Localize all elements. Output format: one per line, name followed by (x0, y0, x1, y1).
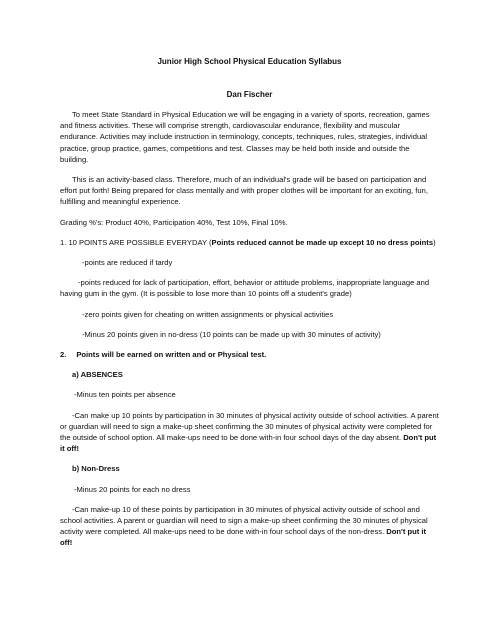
document-title: Junior High School Physical Education Syllabus (157, 57, 342, 66)
author-name: Dan Fischer (226, 90, 273, 99)
absences-minus: -Minus ten points per absence (74, 390, 176, 400)
lack-rule: -points reduced for lack of participation, effort, behavior or attitude problems, inappropriate language and having gum in the gym. (It is possible to lose more than 10 points off a student's grade) (60, 278, 430, 299)
activity-paragraph: This is an activity-based class. Therefore, much of an individual's grade will be based on participation and effort put forth! Being prepared for class mentally and with proper clothes will be important for an exciting, fun, fulfilling and meaningful experience. (60, 175, 428, 207)
item-2-text: Points will be earned on written and or Physical test. (76, 350, 267, 360)
absences-text: -Can make up 10 points by participation in 30 minutes of physical activity outside of school activities. A parent or guardian will need to sign a make-up sheet confirming the 30 minutes of physical activity were completed for the outside of school option. All make-ups need to be done with-in four school days of the day absent. (60, 410, 439, 443)
nondress-paragraph (60, 504, 439, 549)
nondress-heading: b) Non-Dress (72, 464, 120, 474)
nodress-rule: -Minus 20 points given in no-dress (10 points can be made up with 30 minutes of activity) (82, 329, 381, 339)
item-1 (60, 237, 439, 248)
nondress-text: -Can make-up 10 of these points by participation in 30 minutes of physical activity outside of school and school activities. A parent or guardian will need to sign a make-up sheet confirming the 30 minutes of physical activity were completed. All make-ups need to be done with-in four school days of the non-dress. (60, 504, 428, 537)
absences-emphasis: Don't put it off! (60, 433, 437, 454)
absences-heading: a) ABSENCES (72, 370, 123, 380)
item-2-number: 2. (60, 350, 67, 360)
absences-paragraph (60, 410, 439, 455)
intro-paragraph: To meet State Standard in Physical Education we will be engaging in a variety of sports, recreation, games and fitness activities. These will comprise strength, cardiovascular endurance, flexibility and muscular endurance. Activities may include instruction in terminology, concepts, techniques, rules, strategies, individual practice, group practice, games, competitions and test. Classes may be held both inside and outside the building. (60, 110, 430, 164)
tardy-rule: -points are reduced if tardy (82, 258, 173, 268)
item-1-prefix: 1. 10 POINTS ARE POSSIBLE EVERYDAY ( (60, 237, 212, 247)
item-1-bold: Points reduced cannot be made up except 10 no dress points (211, 237, 434, 247)
cheating-rule: -zero points given for cheating on written assignments or physical activities (82, 309, 334, 319)
item-2 (60, 349, 439, 360)
item-1-suffix: ) (433, 237, 436, 247)
nondress-minus: -Minus 20 points for each no dress (74, 484, 191, 494)
grading-line: Grading %'s: Product 40%, Participation 40%, Test 10%, Final 10%. (60, 217, 288, 227)
nondress-emphasis: Don't put it off! (60, 527, 427, 548)
